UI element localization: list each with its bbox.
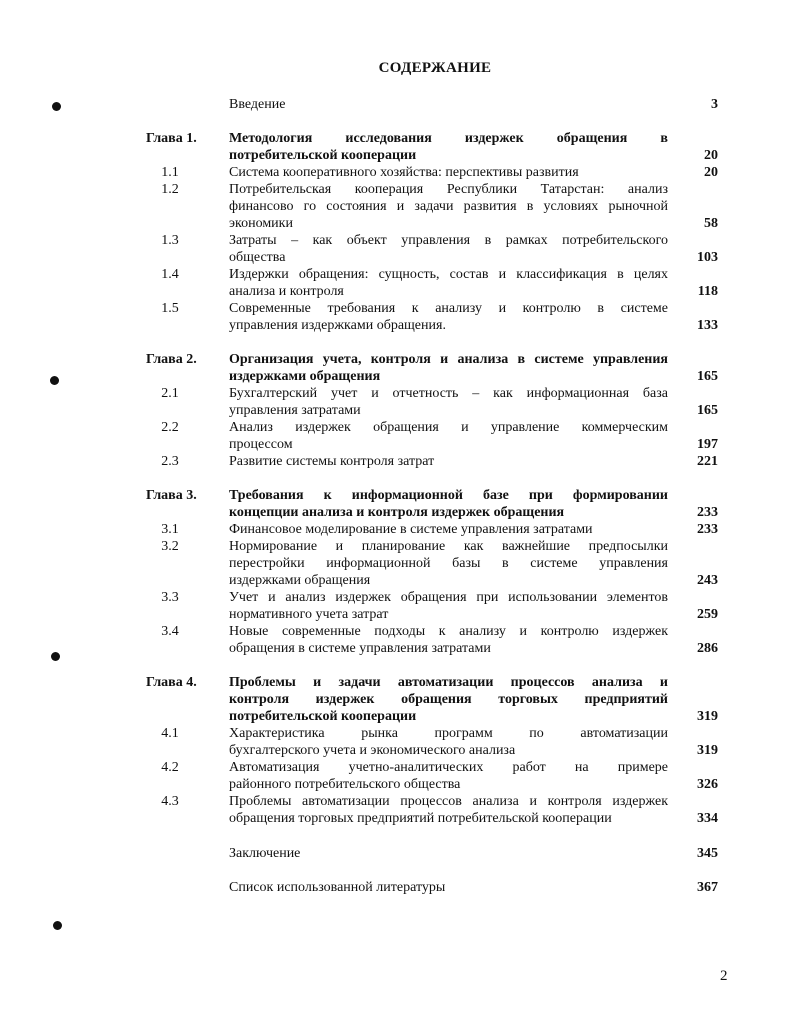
toc-page-number: 345 — [697, 846, 718, 861]
chapter-title: Проблемы и задачи автоматизации процессов анализа и контроля издержек обращения торговых предприятий потребительской кооперации — [229, 675, 668, 724]
toc-page-number: 334 — [697, 811, 718, 826]
section-title: Анализ издержек обращения и управление коммерческим процессом — [229, 420, 668, 452]
section-number: 3.2 — [161, 539, 179, 554]
punch-hole-mark — [52, 102, 61, 111]
chapter-title: Организация учета, контроля и анализа в системе управления издержками обращения — [229, 352, 668, 384]
section-number: 2.2 — [161, 420, 179, 435]
chapter-label: Глава 2. — [146, 352, 197, 367]
toc-page-number: 319 — [697, 743, 718, 758]
toc-page-number: 197 — [697, 437, 718, 452]
section-title: Характеристика рынка программ по автоматизации бухгалтерского учета и экономического анализа — [229, 726, 668, 758]
toc-page-number: 326 — [697, 777, 718, 792]
toc-page-number: 243 — [697, 573, 718, 588]
toc-page-number: 3 — [711, 97, 718, 112]
section-number: 1.4 — [161, 267, 179, 282]
toc-page-number: 118 — [697, 284, 718, 299]
toc-entry-text: Заключение — [229, 846, 301, 861]
section-title: Нормирование и планирование как важнейшие предпосылки перестройки информационной базы в системе управления издержками обращения — [229, 539, 668, 588]
toc-page-number: 103 — [697, 250, 718, 265]
toc-page-number: 319 — [697, 709, 718, 724]
section-number: 2.1 — [161, 386, 179, 401]
chapter-label: Глава 3. — [146, 488, 197, 503]
toc-page-number: 367 — [697, 880, 718, 895]
section-number: 3.3 — [161, 590, 179, 605]
section-title: Проблемы автоматизации процессов анализа и контроля издержек обращения торговых предприятий потребительской кооперации — [229, 794, 668, 826]
section-number: 1.3 — [161, 233, 179, 248]
toc-entry-text: Список использованной литературы — [229, 880, 446, 895]
toc-page-number: 233 — [697, 522, 718, 537]
toc-entry-text: Введение — [229, 97, 286, 112]
toc-page-number: 20 — [704, 148, 718, 163]
section-number: 1.2 — [161, 182, 179, 197]
chapter-title: Методология исследования издержек обращения в потребительской кооперации — [229, 131, 668, 163]
section-title: Новые современные подходы к анализу и контролю издержек обращения в системе управления затратами — [229, 624, 668, 656]
chapter-label: Глава 1. — [146, 131, 197, 146]
toc-page-number: 165 — [697, 403, 718, 418]
section-number: 1.1 — [161, 165, 179, 180]
punch-hole-mark — [51, 652, 60, 661]
toc-page-number: 58 — [704, 216, 718, 231]
section-number: 4.3 — [161, 794, 179, 809]
chapter-title: Требования к информационной базе при формировании концепции анализа и контроля издержек обращения — [229, 488, 668, 520]
section-number: 1.5 — [161, 301, 179, 316]
punch-hole-mark — [50, 376, 59, 385]
toc-page-number: 233 — [697, 505, 718, 520]
section-title: Автоматизация учетно-аналитических работ на примере районного потребительского общества — [229, 760, 668, 792]
toc-page-number: 259 — [697, 607, 718, 622]
section-title: Финансовое моделирование в системе управления затратами — [229, 522, 593, 537]
toc-page-number: 20 — [704, 165, 718, 180]
toc-page-number: 133 — [697, 318, 718, 333]
section-number: 4.2 — [161, 760, 179, 775]
toc-page-number: 286 — [697, 641, 718, 656]
section-title: Затраты – как объект управления в рамках потребительского общества — [229, 233, 668, 265]
section-title: Потребительская кооперация Республики Татарстан: анализ финансово го состояния и задачи развития в условиях рыночной экономики — [229, 182, 668, 231]
punch-hole-mark — [53, 921, 62, 930]
section-number: 2.3 — [161, 454, 179, 469]
section-title: Развитие системы контроля затрат — [229, 454, 435, 469]
page-title: СОДЕРЖАНИЕ — [378, 60, 492, 76]
page-number: 2 — [720, 968, 728, 984]
section-title: Система кооперативного хозяйства: перспективы развития — [229, 165, 579, 180]
section-number: 3.4 — [161, 624, 179, 639]
section-title: Бухгалтерский учет и отчетность – как информационная база управления затратами — [229, 386, 668, 418]
chapter-label: Глава 4. — [146, 675, 197, 690]
section-number: 3.1 — [161, 522, 179, 537]
section-title: Издержки обращения: сущность, состав и классификация в целях анализа и контроля — [229, 267, 668, 299]
toc-page-number: 165 — [697, 369, 718, 384]
section-title: Современные требования к анализу и контролю в системе управления издержками обращения. — [229, 301, 668, 333]
section-title: Учет и анализ издержек обращения при использовании элементов нормативного учета затрат — [229, 590, 668, 622]
section-number: 4.1 — [161, 726, 179, 741]
toc-page-number: 221 — [697, 454, 718, 469]
